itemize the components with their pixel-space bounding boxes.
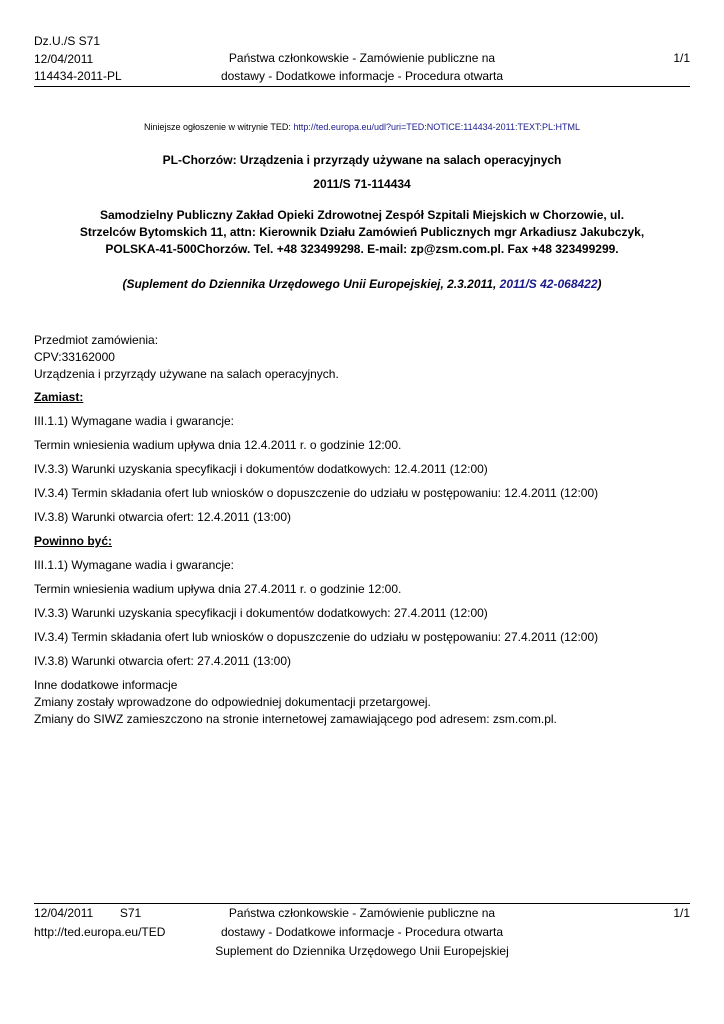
footer-url: http://ted.europa.eu/TED bbox=[34, 925, 166, 939]
supplement-close: ) bbox=[597, 277, 602, 291]
other-info-block bbox=[34, 677, 690, 728]
other-info-line: Zmiany zostały wprowadzone do odpowiedniej dokumentacji przetargowej. bbox=[34, 695, 431, 709]
instead-heading: Zamiast: bbox=[34, 390, 84, 404]
authority-line-3: POLSKA-41-500Chorzów. Tel. +48 323499298. E-mail: zp@zsm.com.pl. Fax +48 323499299. bbox=[105, 242, 619, 256]
header-journal-ref: Dz.U./S S71 bbox=[34, 34, 101, 48]
page-header bbox=[34, 33, 690, 87]
notice-title: PL-Chorzów: Urządzenia i przyrządy używane na salach operacyjnych bbox=[162, 153, 562, 167]
should-be-item: IV.3.4) Termin składania ofert lub wniosków o dopuszczenie do udziału w postępowaniu: 27.4.2011 (12:00) bbox=[34, 630, 599, 644]
ted-notice-prefix: Niniejsze ogłoszenie w witrynie TED: bbox=[144, 122, 294, 132]
footer-type-line-1: Państwa członkowskie - Zamówienie publiczne na bbox=[228, 906, 496, 920]
notice-number: 2011/S 71-114434 bbox=[313, 177, 411, 191]
subject-block bbox=[34, 332, 690, 383]
footer-center bbox=[184, 904, 540, 961]
subject-line-3: Urządzenia i przyrządy używane na salach operacyjnych. bbox=[34, 367, 339, 381]
header-center bbox=[184, 50, 540, 85]
ted-notice-link[interactable]: http://ted.europa.eu/udl?uri=TED:NOTICE:114434-2011:TEXT:PL:HTML bbox=[293, 122, 580, 132]
should-be-item: IV.3.3) Warunki uzyskania specyfikacji i dokumentów dodatkowych: 27.4.2011 (12:00) bbox=[34, 606, 488, 620]
should-be-item: IV.3.8) Warunki otwarcia ofert: 27.4.2011 (13:00) bbox=[34, 654, 292, 668]
authority-line-1: Samodzielny Publiczny Zakład Opieki Zdrowotnej Zespół Szpitali Miejskich w Chorzowie, ul. bbox=[99, 208, 625, 222]
subject-line-1: Przedmiot zamówienia: bbox=[34, 333, 159, 347]
header-date: 12/04/2011 bbox=[34, 51, 94, 66]
should-be-item: Termin wniesienia wadium upływa dnia 27.4.2011 r. o godzinie 12:00. bbox=[34, 582, 402, 596]
page-footer bbox=[34, 903, 690, 958]
instead-item: III.1.1) Wymagane wadia i gwarancje: bbox=[34, 414, 234, 428]
header-left bbox=[34, 33, 122, 86]
header-page-number: 1/1 bbox=[673, 51, 690, 65]
instead-item: IV.3.4) Termin składania ofert lub wniosków o dopuszczenie do udziału w postępowaniu: 12.4.2011 (12:00) bbox=[34, 486, 599, 500]
footer-left bbox=[34, 904, 165, 942]
header-type-line-2: dostawy - Dodatkowe informacje - Procedura otwarta bbox=[220, 68, 504, 83]
subject-cpv: CPV:33162000 bbox=[34, 350, 115, 364]
footer-type-line-2: dostawy - Dodatkowe informacje - Procedura otwarta bbox=[220, 925, 504, 939]
footer-date-ref: 12/04/2011 S71 bbox=[34, 906, 142, 920]
instead-item: IV.3.3) Warunki uzyskania specyfikacji i dokumentów dodatkowych: 12.4.2011 (12:00) bbox=[34, 462, 488, 476]
instead-item: IV.3.8) Warunki otwarcia ofert: 12.4.2011 (13:00) bbox=[34, 510, 292, 524]
authority-line-2: Strzelców Bytomskich 11, attn: Kierownik Działu Zamówień Publicznych mgr Arkadiusz Jakubczyk, bbox=[79, 225, 645, 239]
supplement-reference bbox=[40, 277, 684, 291]
supplement-link[interactable]: 2011/S 42-068422 bbox=[499, 277, 598, 291]
instead-item: Termin wniesienia wadium upływa dnia 12.4.2011 r. o godzinie 12:00. bbox=[34, 438, 402, 452]
contracting-authority bbox=[40, 207, 684, 258]
supplement-text: (Suplement do Dziennika Urzędowego Unii Europejskiej, 2.3.2011, bbox=[122, 277, 500, 291]
should-be-heading: Powinno być: bbox=[34, 534, 112, 548]
footer-page-number: 1/1 bbox=[673, 906, 690, 920]
other-info-line: Zmiany do SIWZ zamieszczono na stronie internetowej zamawiającego pod adresem: zsm.com.pl. bbox=[34, 712, 557, 726]
footer-type-line-3: Suplement do Dziennika Urzędowego Unii Europejskiej bbox=[215, 944, 509, 958]
header-notice-id: 114434-2011-PL bbox=[34, 69, 122, 83]
ted-notice-line bbox=[0, 122, 724, 132]
should-be-item: III.1.1) Wymagane wadia i gwarancje: bbox=[34, 558, 234, 572]
other-info-heading: Inne dodatkowe informacje bbox=[34, 678, 178, 692]
header-type-line-1: Państwa członkowskie - Zamówienie publiczne na bbox=[228, 51, 496, 65]
